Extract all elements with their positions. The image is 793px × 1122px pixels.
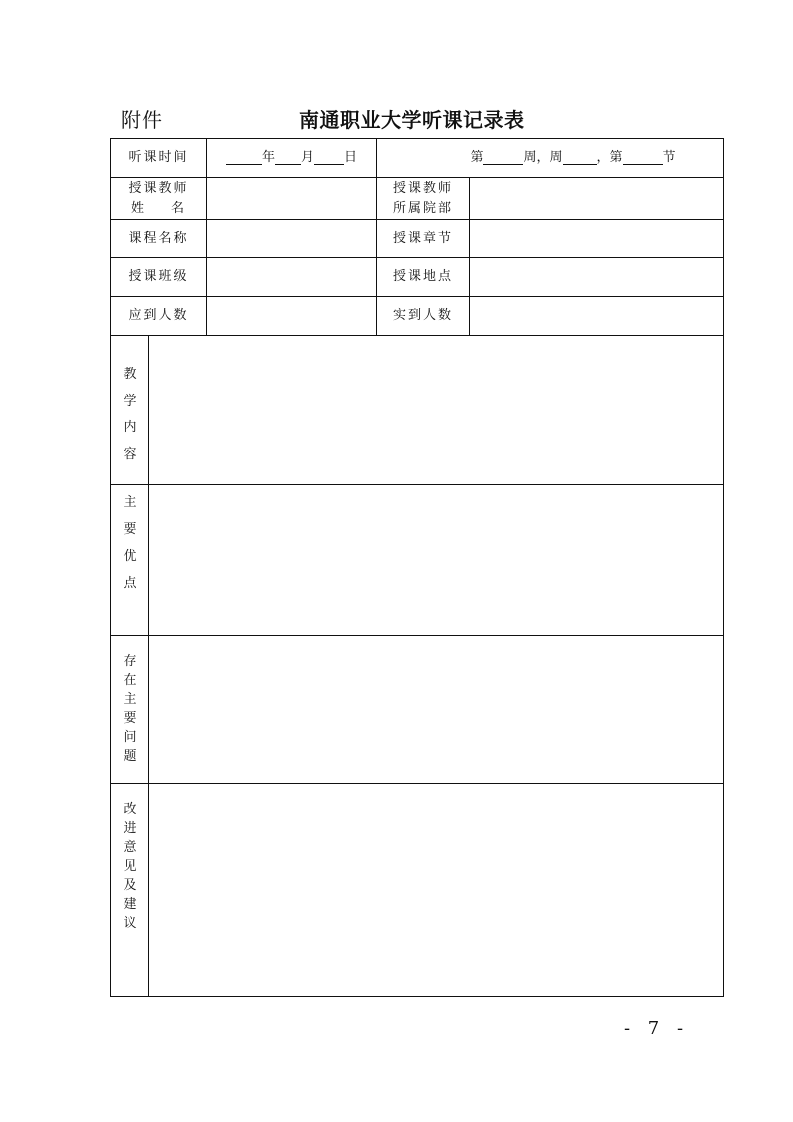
label-suggestions: 改 进 意 见 及 建 议 [111, 784, 149, 996]
section-teaching-content [111, 336, 723, 485]
week-prefix: 第 [470, 150, 484, 165]
row-lecture-time [111, 139, 723, 178]
label-main-strengths: 主 要 优 点 [111, 485, 149, 635]
date-field[interactable] [207, 139, 377, 177]
month-label: 月 [300, 150, 314, 165]
main-strengths-field[interactable] [149, 485, 723, 635]
row-course [111, 220, 723, 258]
week-suffix: 周，周 [523, 150, 563, 165]
label-main-problems: 存 在 主 要 问 题 [111, 636, 149, 783]
label-teacher-name: 授课教师 姓 名 [111, 178, 207, 219]
expected-count-field[interactable] [207, 297, 377, 335]
row-teacher [111, 178, 723, 220]
class-field[interactable] [207, 258, 377, 296]
row-attendance [111, 297, 723, 336]
row-class [111, 258, 723, 297]
teacher-dept-field[interactable] [470, 178, 723, 219]
course-name-field[interactable] [207, 220, 377, 257]
teaching-content-field[interactable] [149, 336, 723, 484]
section-prefix: ，第 [596, 150, 623, 165]
day-label: 日 [344, 150, 358, 165]
label-actual-count: 实到人数 [377, 297, 470, 335]
lesson-observation-form [110, 138, 724, 997]
label-teacher-dept: 授课教师 所属院部 [377, 178, 470, 219]
section-suffix: 节 [662, 150, 676, 165]
location-field[interactable] [470, 258, 723, 296]
page-title: 南通职业大学听课记录表 [299, 108, 525, 132]
year-label: 年 [261, 150, 275, 165]
label-course-name: 课程名称 [111, 220, 207, 257]
label-chapter: 授课章节 [377, 220, 470, 257]
section-suggestions [111, 784, 723, 996]
actual-count-field[interactable] [470, 297, 723, 335]
label-class: 授课班级 [111, 258, 207, 296]
section-main-strengths [111, 485, 723, 636]
week-section-field[interactable] [377, 139, 723, 177]
label-expected-count: 应到人数 [111, 297, 207, 335]
attachment-label: 附件 [121, 108, 163, 132]
section-main-problems [111, 636, 723, 784]
main-problems-field[interactable] [149, 636, 723, 783]
label-lecture-time: 听课时间 [111, 139, 207, 177]
chapter-field[interactable] [470, 220, 723, 257]
label-location: 授课地点 [377, 258, 470, 296]
teacher-name-field[interactable] [207, 178, 377, 219]
page-number: - 7 - [624, 1018, 690, 1039]
suggestions-field[interactable] [149, 784, 723, 996]
label-teaching-content: 教 学 内 容 [111, 336, 149, 484]
